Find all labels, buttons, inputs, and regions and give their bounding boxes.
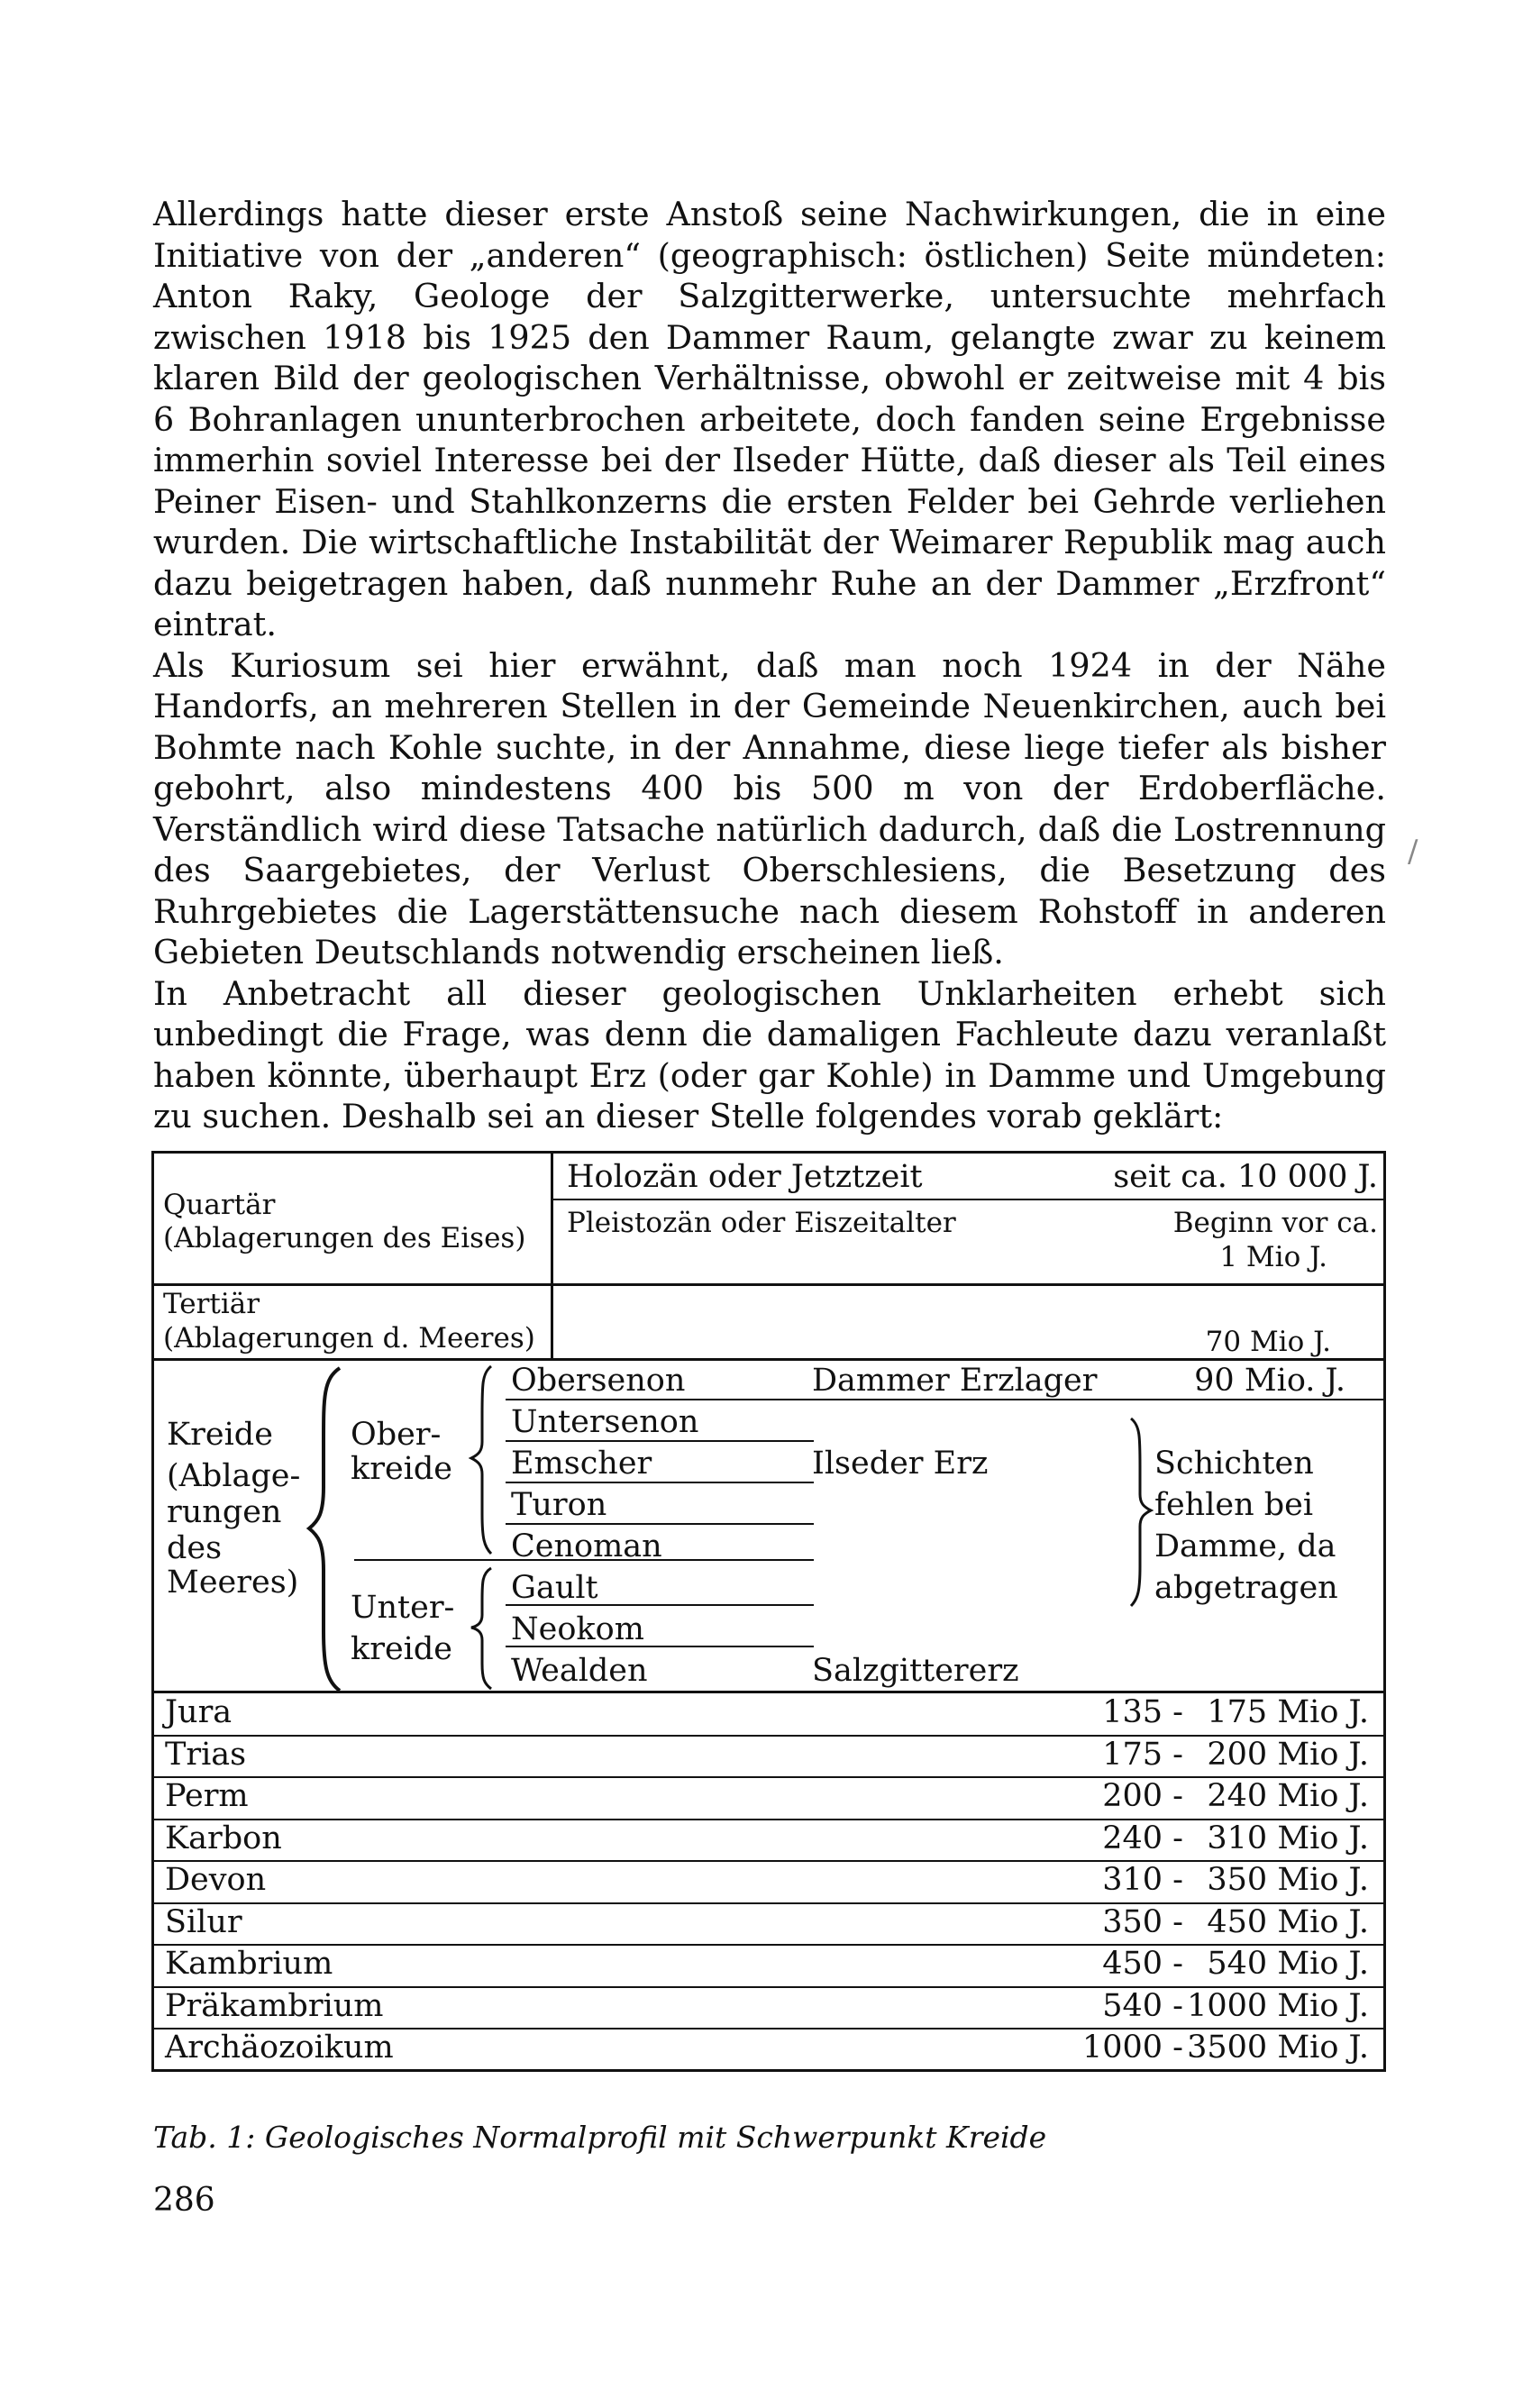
row-divider — [154, 1776, 1386, 1778]
paragraph: In Anbetracht all dieser geologischen Unklarheiten erhebt sich unbedingt die Frage, was denn die damaligen Fachleute dazu veranlaßt haben könnte, überhaupt Erz (oder gar Kohle) in Damme und Umgebung zu suchen. Deshalb sei an dieser Stelle folgendes vorab geklärt: — [153, 973, 1386, 1136]
stage-name: Emscher — [511, 1446, 652, 1482]
period-name: Präkambrium — [165, 1987, 384, 2024]
period-from: 310 - — [1102, 1862, 1183, 1898]
stage-name: Gault — [511, 1570, 598, 1606]
unterkreide-brace — [466, 1564, 502, 1691]
period-from: 540 - — [1102, 1987, 1183, 2024]
row-divider — [154, 1944, 1386, 1946]
table-caption: Tab. 1: Geologisches Normalprofil mit Schwerpunkt Kreide — [153, 2120, 1047, 2155]
period-to: 450 Mio J. — [1207, 1903, 1369, 1940]
kreide-l2: (Ablage- — [167, 1458, 301, 1494]
period-to: 1000 Mio J. — [1187, 1987, 1369, 2024]
period-name: Silur — [165, 1903, 242, 1940]
pleistozaen-name: Pleistozän oder Eiszeitalter — [567, 1207, 956, 1239]
period-from: 350 - — [1102, 1903, 1183, 1940]
period-from: 175 - — [1102, 1736, 1183, 1773]
period-from: 450 - — [1102, 1946, 1183, 1982]
row-divider — [154, 1860, 1386, 1862]
missing-note: abgetragen — [1154, 1570, 1338, 1606]
period-to: 310 Mio J. — [1207, 1820, 1369, 1856]
stage-name: Turon — [511, 1487, 607, 1523]
stage-age: 90 Mio. J. — [1194, 1363, 1345, 1399]
stage-name: Obersenon — [511, 1363, 686, 1399]
row-divider — [154, 1819, 1386, 1820]
row-divider — [154, 1735, 1386, 1737]
margin-mark: / — [1408, 834, 1418, 870]
period-name: Kambrium — [165, 1946, 333, 1982]
missing-brace — [1120, 1413, 1156, 1611]
period-from: 1000 - — [1081, 2029, 1183, 2066]
period-to: 350 Mio J. — [1207, 1862, 1369, 1898]
stage-ore: Ilseder Erz — [812, 1446, 989, 1482]
paragraph: Allerdings hatte dieser erste Anstoß seine Nachwirkungen, die in eine Initiative von der „anderen“ (geographisch: östlichen) Seite mündeten: Anton Raky, Geologe der Salzgitterwerke, untersuchte mehrfach zwischen 1918 bis 1925 den Dammer Raum, gelangte zwar zu keinem klaren Bild der geologischen Verhältnisse, obwohl er zeitweise mit 4 bis 6 Bohranlagen ununterbrochen arbeitete, doch fanden seine Ergebnisse immerhin soviel Interesse bei der Ilseder Hütte, daß dieser als Teil eines Peiner Eisen- und Stahlkonzerns die ersten Felder bei Gehrde verliehen wurden. Die wirtschaftliche Instabilität der Weimarer Republik mag auch dazu beigetragen haben, daß nunmehr Ruhe an der Dammer „Erzfront“ eintrat. — [153, 195, 1386, 643]
period-name: Trias — [165, 1736, 247, 1773]
stage-name: Wealden — [511, 1653, 648, 1689]
stage-ore: Salzgittererz — [812, 1653, 1019, 1689]
period-name: Karbon — [165, 1820, 282, 1856]
period-from: 200 - — [1102, 1778, 1183, 1814]
oberkreide-l2: kreide — [351, 1451, 452, 1487]
kreide-l3: rungen — [167, 1494, 282, 1530]
period-name: Jura — [165, 1694, 233, 1730]
row-divider — [154, 1902, 1386, 1904]
period-name: Archäozoikum — [165, 2029, 394, 2066]
period-name: Perm — [165, 1778, 249, 1814]
period-from: 135 - — [1102, 1694, 1183, 1730]
quartaer-label: Quartär — [163, 1189, 276, 1221]
kreide-brace — [304, 1361, 358, 1694]
missing-note: Schichten — [1154, 1446, 1314, 1482]
period-from: 240 - — [1102, 1820, 1183, 1856]
tertiaer-label: Tertiär — [163, 1288, 260, 1320]
period-to: 175 Mio J. — [1207, 1694, 1369, 1730]
holozaen-age: seit ca. 10 000 J. — [1113, 1159, 1378, 1195]
kreide-l5: Meeres) — [167, 1564, 299, 1601]
period-to: 200 Mio J. — [1207, 1736, 1369, 1773]
geological-table — [151, 1151, 1386, 2072]
tertiaer-age: 70 Mio J. — [1205, 1326, 1331, 1358]
unterkreide-l2: kreide — [351, 1631, 452, 1667]
stage-name: Cenoman — [511, 1528, 662, 1564]
oberkreide-l1: Ober- — [351, 1417, 442, 1453]
kreide-l1: Kreide — [167, 1417, 273, 1453]
tertiaer-sub: (Ablagerungen d. Meeres) — [163, 1322, 535, 1354]
paragraph: Als Kuriosum sei hier erwähnt, daß man noch 1924 in der Nähe Handorfs, an mehreren Stellen in der Gemeinde Neuenkirchen, auch bei Bohmte nach Kohle suchte, in der Annahme, diese liege tiefer als bisher gebohrt, also mindestens 400 bis 500 m von der Erdoberfläche. Verständlich wird diese Tatsache natürlich dadurch, daß die Lostrennung des Saargebietes, der Verlust Oberschlesiens, die Besetzung des Ruhrgebietes die Lagerstättensuche nach diesem Rohstoff in anderen Gebieten Deutschlands notwendig erscheinen ließ. — [153, 645, 1386, 971]
unterkreide-l1: Unter- — [351, 1590, 455, 1626]
stage-ore: Dammer Erzlager — [812, 1363, 1098, 1399]
missing-note: Damme, da — [1154, 1528, 1336, 1564]
period-to: 3500 Mio J. — [1187, 2029, 1369, 2066]
body-text — [153, 194, 1386, 1137]
missing-note: fehlen bei — [1154, 1487, 1314, 1523]
quartaer-sub: (Ablagerungen des Eises) — [163, 1222, 526, 1254]
page-number: 286 — [153, 2182, 215, 2219]
period-to: 240 Mio J. — [1207, 1778, 1369, 1814]
period-to: 540 Mio J. — [1207, 1946, 1369, 1982]
stage-name: Neokom — [511, 1611, 644, 1647]
oberkreide-brace — [466, 1361, 502, 1559]
stage-name: Untersenon — [511, 1404, 699, 1440]
pleistozaen-age1: Beginn vor ca. — [1172, 1207, 1378, 1239]
pleistozaen-age2: 1 Mio J. — [1219, 1241, 1327, 1273]
period-name: Devon — [165, 1862, 267, 1898]
kreide-l4: des — [167, 1530, 223, 1566]
holozaen-name: Holozän oder Jetztzeit — [567, 1159, 923, 1195]
